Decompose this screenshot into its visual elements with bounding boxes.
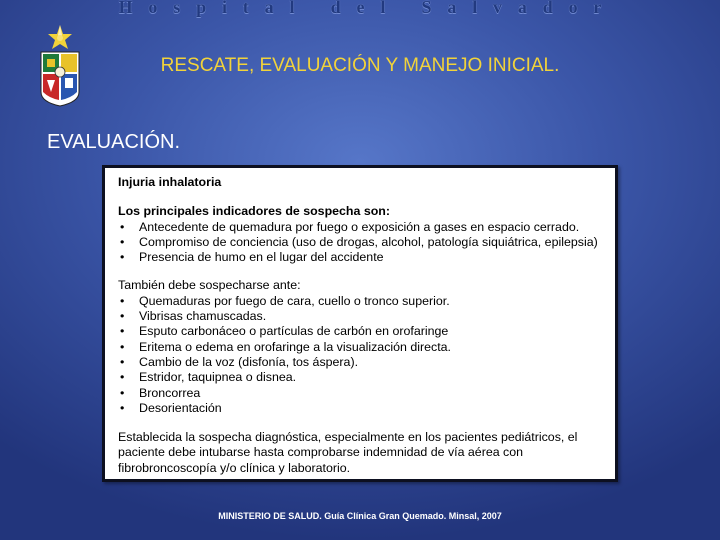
list-item: • Vibrisas chamuscadas. (118, 309, 603, 324)
list-item: • Desorientación (118, 401, 603, 416)
list-item: • Cambio de la voz (disfonía, tos áspera). (118, 355, 603, 370)
list-item: • Eritema o edema en orofaringe a la visualización directa. (118, 340, 603, 355)
indicators-list (118, 220, 603, 266)
suspicion-list (118, 294, 603, 416)
guideline-box (102, 165, 618, 482)
list-item: • Quemaduras por fuego de cara, cuello o tronco superior. (118, 294, 603, 309)
list-item: • Compromiso de conciencia (uso de drogas, alcohol, patología siquiátrica, epilepsia) (118, 235, 603, 250)
box-title: Injuria inhalatoria (118, 175, 222, 189)
conclusion-line: paciente debe intubarse hasta comprobarse indemnidad de vía aérea con (118, 445, 524, 460)
indicators-intro: Los principales indicadores de sospecha son: (118, 204, 390, 219)
conclusion-line: fibrobroncoscopía y/o clínica y laboratorio. (118, 460, 351, 475)
list-item: • Broncorrea (118, 386, 603, 401)
suspicion-intro: También debe sospecharse ante: (118, 278, 301, 293)
list-item: • Estridor, taquipnea o disnea. (118, 370, 603, 385)
conclusion-paragraph (118, 430, 603, 476)
list-item: • Presencia de humo en el lugar del accidente (118, 250, 603, 265)
header-institution: Hospital del Salvador (118, 0, 618, 17)
list-item: • Antecedente de quemadura por fuego o exposición a gases en espacio cerrado. (118, 220, 603, 235)
slide-title: RESCATE, EVALUACIÓN Y MANEJO INICIAL. (160, 55, 560, 76)
section-heading: EVALUACIÓN. (47, 131, 180, 153)
list-item: • Esputo carbonáceo o partículas de carbón en orofaringe (118, 324, 603, 339)
footer-citation: MINISTERIO DE SALUD. Guía Clínica Gran Quemado. Minsal, 2007 (218, 511, 502, 521)
conclusion-line: Establecida la sospecha diagnóstica, especialmente en los pacientes pediátricos, el (118, 430, 578, 445)
